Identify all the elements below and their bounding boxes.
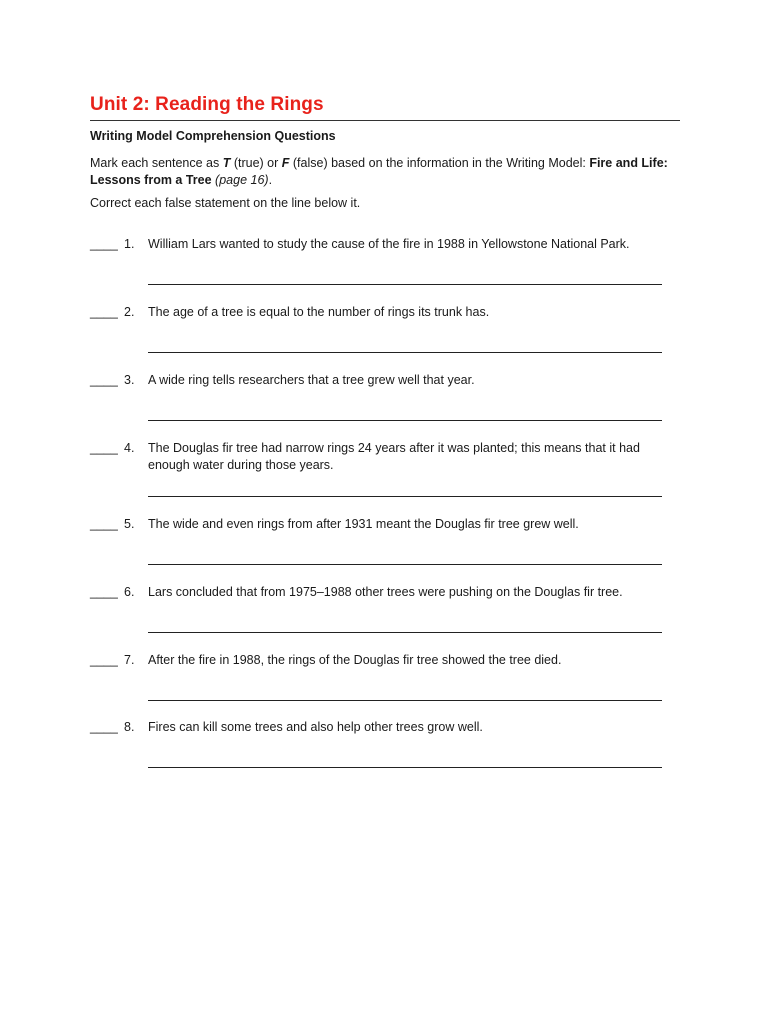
question-number: 4. xyxy=(124,441,135,455)
correction-instruction: Correct each false statement on the line below it. xyxy=(90,196,361,210)
question-number: 8. xyxy=(124,720,135,734)
instructions-text-3: (false) based on the information in the Writing Model: xyxy=(289,156,590,170)
true-false-blank[interactable]: ____ xyxy=(90,585,118,599)
question-text: The age of a tree is equal to the number of rings its trunk has. xyxy=(148,305,490,319)
question-number: 1. xyxy=(124,237,135,251)
true-false-blank[interactable]: ____ xyxy=(90,441,118,455)
section-heading: Writing Model Comprehension Questions xyxy=(90,129,336,143)
false-letter: F xyxy=(281,156,290,170)
question-text: The Douglas fir tree had narrow rings 24 years after it was planted; this means that it had enough water during those years. xyxy=(148,441,640,472)
question-number: 5. xyxy=(124,517,135,531)
question-number: 3. xyxy=(124,373,135,387)
correction-answer-line[interactable] xyxy=(148,352,662,353)
instructions-period: . xyxy=(268,173,273,187)
correction-answer-line[interactable] xyxy=(148,420,662,421)
question-text: After the fire in 1988, the rings of the Douglas fir tree showed the tree died. xyxy=(148,653,562,667)
correction-answer-line[interactable] xyxy=(148,496,662,497)
title-divider xyxy=(90,120,680,121)
question-text: Fires can kill some trees and also help other trees grow well. xyxy=(148,720,483,734)
instructions-text-2: (true) or xyxy=(230,156,282,170)
page-reference: (page 16) xyxy=(211,173,269,187)
instructions-paragraph xyxy=(90,155,690,189)
true-false-blank[interactable]: ____ xyxy=(90,305,118,319)
true-false-blank[interactable]: ____ xyxy=(90,517,118,531)
question-text: The wide and even rings from after 1931 meant the Douglas fir tree grew well. xyxy=(148,517,579,531)
true-false-blank[interactable]: ____ xyxy=(90,720,118,734)
true-false-blank[interactable]: ____ xyxy=(90,653,118,667)
correction-answer-line[interactable] xyxy=(148,767,662,768)
writing-model-title: Fire and Life: Lessons from a Tree xyxy=(90,156,668,187)
instructions-text-1: Mark each sentence as xyxy=(90,156,223,170)
true-false-blank[interactable]: ____ xyxy=(90,373,118,387)
question-text: William Lars wanted to study the cause of the fire in 1988 in Yellowstone National Park. xyxy=(148,237,630,251)
true-false-blank[interactable]: ____ xyxy=(90,237,118,251)
question-number: 6. xyxy=(124,585,135,599)
true-letter: T xyxy=(222,156,231,170)
correction-answer-line[interactable] xyxy=(148,284,662,285)
correction-answer-line[interactable] xyxy=(148,700,662,701)
question-number: 2. xyxy=(124,305,135,319)
page-title: Unit 2: Reading the Rings xyxy=(90,94,324,115)
question-text: Lars concluded that from 1975–1988 other trees were pushing on the Douglas fir tree. xyxy=(148,585,623,599)
question-text: A wide ring tells researchers that a tree grew well that year. xyxy=(148,373,475,387)
correction-answer-line[interactable] xyxy=(148,632,662,633)
correction-answer-line[interactable] xyxy=(148,564,662,565)
question-number: 7. xyxy=(124,653,135,667)
